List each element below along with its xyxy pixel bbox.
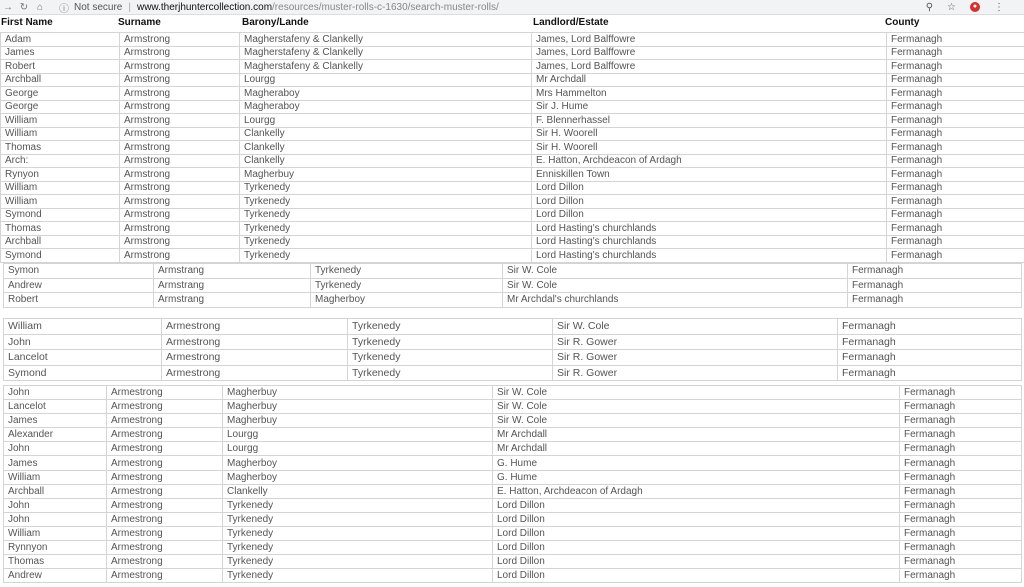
first-name-cell: Rynnyon [4,541,107,555]
landlord-cell: James, Lord Balffowre [532,46,887,60]
table-row [4,498,1022,512]
county-cell: Fermanagh [900,569,1022,583]
table-row [1,195,1024,209]
surname-cell: Armstrong [120,60,240,74]
landlord-cell: Mr Archdall [493,442,900,456]
header-landlord: Landlord/Estate [533,17,609,28]
first-name-cell: Symon [4,264,154,279]
surname-cell: Armestrong [107,400,223,414]
county-cell: Fermanagh [887,127,1024,141]
zoom-icon[interactable]: ⚲ [925,1,934,13]
table-row [4,442,1022,456]
barony-cell: Magherboy [311,293,503,308]
landlord-cell: Sir J. Hume [532,100,887,114]
surname-cell: Armstrong [120,195,240,209]
surname-cell: Armestrong [107,484,223,498]
first-name-cell: William [4,470,107,484]
barony-cell: Magherboy [223,456,493,470]
first-name-cell: James [4,414,107,428]
first-name-cell: Thomas [1,141,120,155]
table-row [1,168,1024,182]
url-host: www.therjhuntercollection.com [136,1,273,13]
results-table-section-3 [3,318,1022,381]
landlord-cell: Enniskillen Town [532,168,887,182]
barony-cell: Tyrkenedy [223,526,493,540]
table-row [4,484,1022,498]
table-row [4,512,1022,526]
bookmark-star-icon[interactable]: ☆ [947,1,956,13]
county-cell: Fermanagh [900,555,1022,569]
surname-cell: Armestrong [107,386,223,400]
landlord-cell: Sir W. Cole [493,386,900,400]
landlord-cell: Lord Hasting's churchlands [532,249,887,263]
forward-arrow-icon[interactable]: → [3,1,13,13]
surname-cell: Armestrong [107,442,223,456]
first-name-cell: William [4,319,162,335]
first-name-cell: Lancelot [4,350,162,366]
surname-cell: Armstrong [120,154,240,168]
first-name-cell: Andrew [4,569,107,583]
surname-cell: Armestrong [162,334,348,350]
landlord-cell: Mrs Hammelton [532,87,887,101]
county-cell: Fermanagh [838,334,1022,350]
landlord-cell: Mr Archdal's churchlands [503,293,848,308]
county-cell: Fermanagh [900,456,1022,470]
surname-cell: Armstrong [120,208,240,222]
first-name-cell: Andrew [4,278,154,293]
barony-cell: Tyrkenedy [240,208,532,222]
county-cell: Fermanagh [838,365,1022,381]
barony-cell: Tyrkenedy [223,555,493,569]
first-name-cell: William [1,195,120,209]
table-row [4,569,1022,583]
surname-cell: Armstrong [120,181,240,195]
first-name-cell: John [4,334,162,350]
landlord-cell: Sir W. Cole [553,319,838,335]
landlord-cell: Mr Archdall [493,428,900,442]
first-name-cell: John [4,442,107,456]
county-cell: Fermanagh [887,73,1024,87]
first-name-cell: Robert [1,60,120,74]
landlord-cell: Lord Dillon [493,498,900,512]
results-table-section-4 [3,385,1022,583]
county-cell: Fermanagh [887,114,1024,128]
table-row [4,334,1022,350]
county-cell: Fermanagh [887,235,1024,249]
barony-cell: Magheraboy [240,100,532,114]
surname-cell: Armstrong [120,141,240,155]
landlord-cell: James, Lord Balffowre [532,60,887,74]
landlord-cell: Sir R. Gower [553,334,838,350]
surname-cell: Armestrong [107,569,223,583]
surname-cell: Armstrong [120,222,240,236]
menu-dots-icon[interactable]: ⋮ [994,1,1004,13]
county-cell: Fermanagh [848,264,1022,279]
barony-cell: Tyrkenedy [311,278,503,293]
table-row [4,470,1022,484]
county-cell: Fermanagh [900,512,1022,526]
surname-cell: Armestrong [107,456,223,470]
surname-cell: Armstrong [120,73,240,87]
table-row [4,350,1022,366]
first-name-cell: William [1,181,120,195]
surname-cell: Armstrang [154,293,311,308]
info-icon[interactable]: ⓘ [59,3,69,15]
barony-cell: Lourgg [223,428,493,442]
first-name-cell: John [4,512,107,526]
landlord-cell: Lord Dillon [532,208,887,222]
surname-cell: Armstrong [120,33,240,47]
table-row [1,235,1024,249]
surname-cell: Armestrong [107,526,223,540]
county-cell: Fermanagh [887,208,1024,222]
county-cell: Fermanagh [887,222,1024,236]
surname-cell: Armstrong [120,127,240,141]
first-name-cell: William [1,127,120,141]
landlord-cell: Lord Hasting's churchlands [532,235,887,249]
barony-cell: Magherbuy [240,168,532,182]
surname-cell: Armestrong [107,428,223,442]
landlord-cell: Sir W. Cole [493,400,900,414]
table-row [4,293,1022,308]
county-cell: Fermanagh [887,100,1024,114]
barony-cell: Clankelly [240,141,532,155]
first-name-cell: Symond [1,208,120,222]
first-name-cell: John [4,498,107,512]
table-row [4,555,1022,569]
table-row [4,386,1022,400]
surname-cell: Armstrong [120,100,240,114]
landlord-cell: Lord Dillon [493,555,900,569]
surname-cell: Armestrong [107,498,223,512]
table-row [4,365,1022,381]
landlord-cell: Sir R. Gower [553,365,838,381]
barony-cell: Magherbuy [223,400,493,414]
first-name-cell: Symond [4,365,162,381]
landlord-cell: Lord Dillon [493,569,900,583]
surname-cell: Armestrong [107,470,223,484]
first-name-cell: Thomas [4,555,107,569]
county-cell: Fermanagh [887,181,1024,195]
first-name-cell: Rynyon [1,168,120,182]
county-cell: Fermanagh [900,386,1022,400]
first-name-cell: Thomas [1,222,120,236]
table-row [1,73,1024,87]
surname-cell: Armstrong [120,168,240,182]
landlord-cell: G. Hume [493,456,900,470]
county-cell: Fermanagh [900,526,1022,540]
surname-cell: Armestrong [107,512,223,526]
first-name-cell: Lancelot [4,400,107,414]
county-cell: Fermanagh [900,400,1022,414]
county-cell: Fermanagh [900,414,1022,428]
county-cell: Fermanagh [900,470,1022,484]
landlord-cell: Lord Hasting's churchlands [532,222,887,236]
first-name-cell: George [1,100,120,114]
county-cell: Fermanagh [900,498,1022,512]
county-cell: Fermanagh [887,46,1024,60]
county-cell: Fermanagh [887,141,1024,155]
table-row [4,526,1022,540]
table-row [4,319,1022,335]
county-cell: Fermanagh [887,87,1024,101]
table-row [4,541,1022,555]
landlord-cell: Mr Archdall [532,73,887,87]
first-name-cell: John [4,386,107,400]
barony-cell: Lourgg [240,73,532,87]
county-cell: Fermanagh [887,154,1024,168]
header-county: County [885,17,920,28]
table-row [1,87,1024,101]
county-cell: Fermanagh [887,195,1024,209]
landlord-cell: G. Hume [493,470,900,484]
landlord-cell: James, Lord Balffowre [532,33,887,47]
first-name-cell: George [1,87,120,101]
table-row [4,414,1022,428]
barony-cell: Magheraboy [240,87,532,101]
county-cell: Fermanagh [900,541,1022,555]
surname-cell: Armstrong [120,87,240,101]
surname-cell: Armestrong [162,365,348,381]
county-cell: Fermanagh [900,484,1022,498]
security-label: Not secure [74,1,123,13]
first-name-cell: Archball [1,235,120,249]
county-cell: Fermanagh [887,249,1024,263]
barony-cell: Lourgg [240,114,532,128]
county-cell: Fermanagh [900,428,1022,442]
barony-cell: Tyrkenedy [240,181,532,195]
table-row [4,428,1022,442]
barony-cell: Tyrkenedy [240,195,532,209]
table-row [4,456,1022,470]
surname-cell: Armstrong [120,235,240,249]
barony-cell: Magherbuy [223,386,493,400]
landlord-cell: Lord Dillon [493,541,900,555]
barony-cell: Magherstafeny & Clankelly [240,33,532,47]
landlord-cell: F. Blennerhassel [532,114,887,128]
surname-cell: Armstrong [120,249,240,263]
table-row [1,100,1024,114]
first-name-cell: Archball [4,484,107,498]
barony-cell: Tyrkenedy [240,222,532,236]
landlord-cell: Lord Dillon [532,195,887,209]
county-cell: Fermanagh [900,442,1022,456]
first-name-cell: James [1,46,120,60]
table-row [1,181,1024,195]
barony-cell: Magherbuy [223,414,493,428]
surname-cell: Armestrong [162,350,348,366]
county-cell: Fermanagh [887,33,1024,47]
table-row [1,33,1024,47]
address-bar[interactable] [137,2,499,13]
first-name-cell: William [4,526,107,540]
table-row [4,264,1022,279]
url-separator: | [128,1,131,13]
surname-cell: Armestrong [107,555,223,569]
results-table-section-1 [0,32,1024,263]
first-name-cell: Symond [1,249,120,263]
table-row [1,127,1024,141]
first-name-cell: Archball [1,73,120,87]
header-surname: Surname [118,17,161,28]
barony-cell: Tyrkenedy [348,334,553,350]
header-barony: Barony/Lande [242,17,309,28]
landlord-cell: Sir W. Cole [503,264,848,279]
table-row [1,222,1024,236]
barony-cell: Tyrkenedy [223,541,493,555]
surname-cell: Armstrang [154,278,311,293]
barony-cell: Tyrkenedy [240,249,532,263]
barony-cell: Magherstafeny & Clankelly [240,60,532,74]
barony-cell: Clankelly [240,154,532,168]
first-name-cell: James [4,456,107,470]
county-cell: Fermanagh [887,168,1024,182]
surname-cell: Armstrong [120,46,240,60]
first-name-cell: Arch: [1,154,120,168]
table-row [1,114,1024,128]
first-name-cell: Alexander [4,428,107,442]
table-row [1,60,1024,74]
surname-cell: Armestrong [162,319,348,335]
barony-cell: Clankelly [223,484,493,498]
surname-cell: Armestrong [107,541,223,555]
barony-cell: Tyrkenedy [240,235,532,249]
county-cell: Fermanagh [887,60,1024,74]
surname-cell: Armstrong [120,114,240,128]
barony-cell: Lourgg [223,442,493,456]
county-cell: Fermanagh [838,319,1022,335]
landlord-cell: E. Hatton, Archdeacon of Ardagh [493,484,900,498]
barony-cell: Magherboy [223,470,493,484]
barony-cell: Clankelly [240,127,532,141]
first-name-cell: Adam [1,33,120,47]
barony-cell: Tyrkenedy [311,264,503,279]
landlord-cell: Lord Dillon [493,512,900,526]
landlord-cell: Sir R. Gower [553,350,838,366]
landlord-cell: Lord Dillon [532,181,887,195]
landlord-cell: Lord Dillon [493,526,900,540]
url-path: /resources/muster-rolls-c-1630/search-muster-rolls/ [272,1,499,13]
barony-cell: Tyrkenedy [348,350,553,366]
header-first-name: First Name [1,17,53,28]
reload-icon[interactable]: ↻ [19,1,29,13]
county-cell: Fermanagh [838,350,1022,366]
first-name-cell: Robert [4,293,154,308]
barony-cell: Tyrkenedy [348,319,553,335]
county-cell: Fermanagh [848,278,1022,293]
landlord-cell: Sir H. Woorell [532,141,887,155]
landlord-cell: Sir H. Woorell [532,127,887,141]
browser-actions [926,0,1004,14]
table-row [1,141,1024,155]
barony-cell: Tyrkenedy [223,512,493,526]
barony-cell: Tyrkenedy [348,365,553,381]
surname-cell: Armstrang [154,264,311,279]
barony-cell: Tyrkenedy [223,569,493,583]
table-row [4,400,1022,414]
landlord-cell: E. Hatton, Archdeacon of Ardagh [532,154,887,168]
table-row [1,249,1024,263]
table-header [0,14,1024,32]
home-icon[interactable]: ⌂ [36,1,44,13]
table-row [1,154,1024,168]
barony-cell: Magherstafeny & Clankelly [240,46,532,60]
table-row [1,208,1024,222]
extension-icon[interactable]: ● [970,2,980,12]
results-table-section-2 [3,263,1022,308]
landlord-cell: Sir W. Cole [503,278,848,293]
landlord-cell: Sir W. Cole [493,414,900,428]
table-row [4,278,1022,293]
table-row [1,46,1024,60]
county-cell: Fermanagh [848,293,1022,308]
barony-cell: Tyrkenedy [223,498,493,512]
first-name-cell: William [1,114,120,128]
browser-toolbar [0,0,1024,15]
surname-cell: Armestrong [107,414,223,428]
